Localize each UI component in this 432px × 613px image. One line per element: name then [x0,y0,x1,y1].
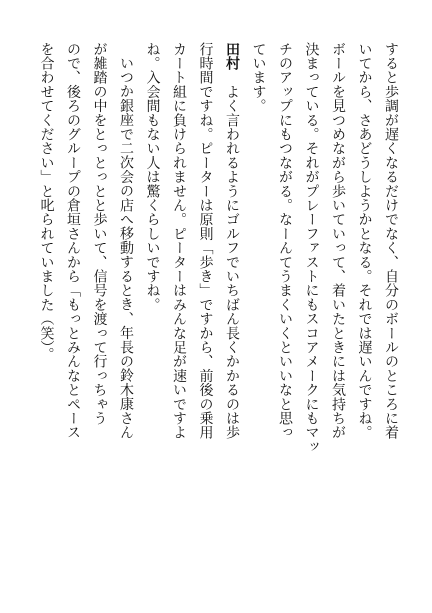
text-column: 決まっている。それがプレーファストにもスコアメークにもマッ [303,42,320,454]
text-column: ています。 [250,42,267,113]
speaker-text: よく言われるようにゴルフでいちばん長くかかるのは歩 [224,84,240,440]
text-column: 行時間ですね。ピーターは原則「歩き」ですから、前後の乗用 [197,42,214,440]
text-column: ので、後ろのグループの倉垣さんから「もっとみんなとペース [65,42,81,440]
text-column: いてから、さあどうしようかとなる。それでは遅いんですね。 [356,42,373,440]
text-column: ボールを見つめながら歩いていって、着いたときには気持ちが [330,42,346,440]
text-column: ね。入会間もない人は驚くらしいですね。 [144,42,161,312]
text-column: チのアップにもつながる。なーんてうまくいくといいなと思っ [277,42,293,440]
speaker-name: 田村 [224,42,240,71]
vertical-text-body [24,42,404,562]
paragraph-start-column: いつか銀座で二次会の店へ移動するとき、年長の鈴木康さん [118,56,134,440]
text-column: すると歩調が遅くなるだけでなく、自分のボールのところに着 [383,42,399,440]
text-column: カート組に負けられません。ピーターはみんな足が速いですよ [171,42,187,440]
speaker-column [219,42,246,562]
text-column: が雑踏の中をとっとっとと歩いて、信号を渡って行っちゃう [91,42,108,426]
text-column: を合わせてください」と叱られていました（笑）。 [38,42,55,362]
